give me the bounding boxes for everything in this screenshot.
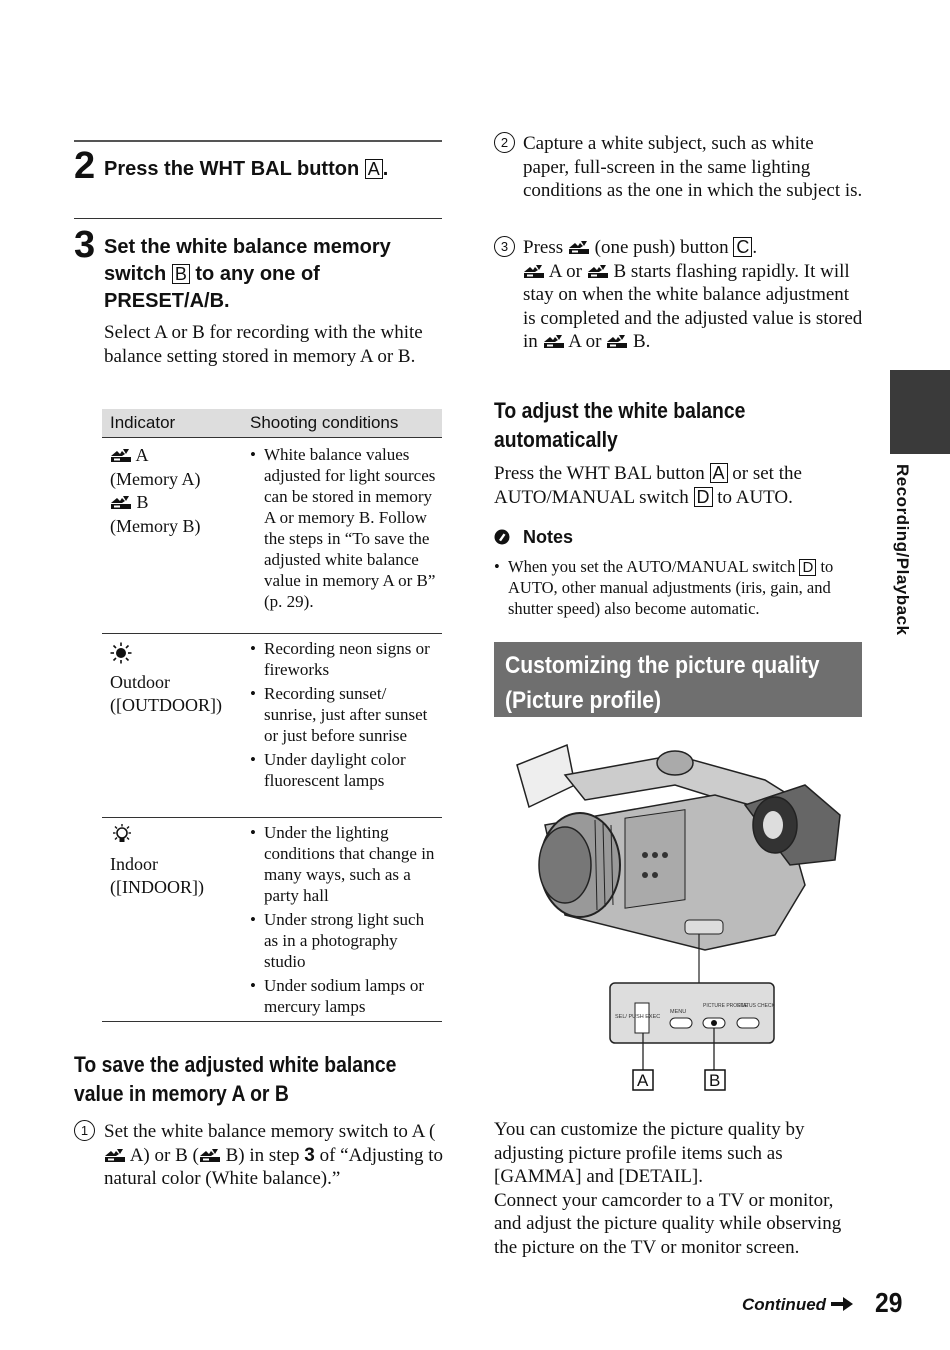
- status-label: STATUS CHECK: [737, 1003, 775, 1009]
- key-a-box: A: [365, 159, 383, 179]
- continued-text: Continued: [742, 1295, 827, 1314]
- notes-list: [494, 556, 864, 622]
- auto-a: Press the WHT BAL button: [494, 463, 705, 484]
- step3-body: Select A or B for recording with the white balance setting stored in memory A or B.: [104, 322, 423, 367]
- pp-label: PICTURE PROFILE: [703, 1003, 748, 1009]
- list-item: • Under daylight color fluorescent lamps: [250, 749, 436, 791]
- ind-b-sub: (Memory B): [110, 515, 201, 536]
- step3-title-line2: [104, 261, 434, 288]
- wb-memory-icon: [523, 263, 545, 279]
- key-d-box: D: [799, 559, 816, 576]
- s1-b: A) or B (: [129, 1144, 199, 1166]
- save-step3: [494, 236, 864, 352]
- save-heading: To save the adjusted white balance value in memory A or B: [74, 1052, 397, 1106]
- step2-rule: [74, 140, 442, 142]
- sun-icon: [110, 642, 132, 664]
- indicator-indoor: [110, 824, 245, 900]
- list-item: [494, 556, 864, 619]
- ind-b-label: B: [136, 492, 149, 512]
- sel-label: SEL/ PUSH EXEC: [615, 1014, 661, 1020]
- note-a: When you set the AUTO/MANUAL switch: [508, 557, 796, 576]
- step3-title-switch: switch: [104, 263, 167, 285]
- key-a-box: A: [710, 463, 728, 483]
- key-d-box: D: [694, 487, 713, 507]
- memory-b-line: [110, 491, 240, 515]
- save-step2-text: Capture a white subject, such as white paper, full-screen in the same lighting conditions as the one in which the subject is.: [523, 133, 863, 201]
- list-item: • Under the lighting conditions that change in many ways, such as a party hall: [250, 822, 436, 906]
- table-header-indicator: Indicator: [110, 413, 176, 432]
- wb-memory-icon: [110, 494, 132, 510]
- section-title: [505, 648, 819, 718]
- auto-body: [494, 462, 864, 509]
- key-b-box: B: [172, 264, 190, 284]
- step3-title-rest: to any one of: [195, 263, 320, 285]
- table-header-conditions: Shooting conditions: [250, 413, 399, 432]
- s3-d: B starts flashing rapidly. It will stay on when the white balance adjustment is completed and the adjusted value is stored in: [523, 260, 863, 352]
- outdoor-sub: ([OUTDOOR]): [110, 695, 222, 715]
- conditions-list: [250, 822, 436, 1020]
- list-item: • Under sodium lamps or mercury lamps: [250, 975, 436, 1017]
- wb-memory-icon: [543, 333, 565, 349]
- step3-title: [104, 234, 434, 315]
- continued-label: [742, 1295, 853, 1315]
- s3-a: Press: [523, 237, 564, 258]
- table-row: [102, 438, 442, 634]
- save-step3-text: [523, 236, 863, 354]
- table-row: [102, 818, 442, 1022]
- step2-number: 2: [74, 145, 96, 187]
- step3-title-line3: PRESET/A/B.: [104, 290, 230, 312]
- list-item: • Recording sunset/ sunrise, just after sunset or just before sunrise: [250, 683, 436, 746]
- s3-b: (one push) button: [594, 237, 729, 258]
- s3-e: A or: [568, 331, 602, 352]
- wb-memory-icon: [568, 239, 590, 255]
- microphone: [657, 751, 693, 775]
- custom-para2: Connect your camcorder to a TV or monitor, and adjust the picture quality while observing the picture on the TV or monitor screen.: [494, 1189, 842, 1258]
- notes-heading: [494, 527, 573, 548]
- conditions-list: [250, 638, 436, 794]
- camcorder-illustration: [505, 735, 865, 1095]
- ind-a-label: A: [135, 445, 149, 465]
- s1-a: Set the white balance memory switch to A (: [104, 1121, 436, 1142]
- section-title-line2: (Picture profile): [505, 687, 662, 714]
- step3-title-line1: Set the white balance memory: [104, 236, 391, 258]
- page-number: 29: [875, 1287, 903, 1318]
- s1-step: 3: [304, 1144, 315, 1166]
- step2-end: .: [382, 158, 389, 180]
- notes-icon: [494, 529, 510, 545]
- s3-f: B.: [632, 331, 651, 352]
- memory-a-line: [110, 444, 240, 468]
- step2-title-text: Press the WHT BAL button: [104, 158, 360, 180]
- table-header: [102, 409, 442, 438]
- s1-c: B) in step: [225, 1144, 300, 1166]
- s1-d: of “Adjusting to natural color (White balance).”: [104, 1144, 444, 1189]
- s3-line1: [523, 236, 863, 260]
- auto-heading: To adjust the white balance automatically: [494, 398, 746, 452]
- note-b: to AUTO, other manual adjustments (iris, gain, and shutter speed) also become automatic.: [508, 557, 834, 618]
- wb-memory-icon: [199, 1147, 221, 1163]
- callout-a: A: [637, 1071, 649, 1090]
- step3-rule: [74, 218, 442, 219]
- side-tab: [890, 370, 950, 454]
- wb-memory-icon: [104, 1147, 126, 1163]
- s3-end: .: [752, 237, 758, 258]
- step2-title: [104, 156, 388, 183]
- list-item: • Recording neon signs or fireworks: [250, 638, 436, 680]
- section-title-line1: Customizing the picture quality: [505, 652, 820, 679]
- save-step1-text: [104, 1120, 444, 1191]
- step-circle-2: 2: [494, 132, 515, 153]
- indicator-table: [102, 409, 442, 1022]
- list-item: • White balance values adjusted for light sources can be stored in memory A or memory B. Follow the steps in “To save the adjusted white balance value in memory A or B” (p. 29).: [250, 444, 436, 612]
- key-c-box: C: [733, 237, 752, 257]
- notes-label: Notes: [523, 527, 574, 547]
- indicator-outdoor: [110, 642, 245, 718]
- step-circle-1: 1: [74, 1120, 95, 1141]
- custom-para1: You can customize the picture quality by adjusting picture profile items such as [GAMMA] and [DETAIL].: [494, 1119, 805, 1187]
- wb-memory-icon: [587, 263, 609, 279]
- s3-c: A or: [548, 260, 582, 282]
- table-row: [102, 634, 442, 818]
- auto-b: or set the AUTO/MANUAL switch: [494, 463, 802, 508]
- step3-number: 3: [74, 224, 96, 266]
- menu-label: MENU: [670, 1009, 687, 1015]
- callout-b: B: [709, 1071, 721, 1090]
- wb-memory-icon: [606, 333, 628, 349]
- save-step2: [494, 132, 864, 201]
- s3-rest: [523, 260, 863, 354]
- side-tab-label: Recording/Playback: [893, 464, 912, 636]
- section-banner: [494, 642, 862, 717]
- bulb-icon: [110, 824, 134, 846]
- save-step1: [74, 1120, 444, 1189]
- outdoor-label: Outdoor: [110, 671, 170, 692]
- conditions-list: [250, 444, 436, 615]
- ind-a-sub: (Memory A): [110, 468, 201, 489]
- indicator-memory: [110, 444, 240, 538]
- arrow-right-icon: [831, 1297, 853, 1311]
- wb-memory-icon: [110, 447, 132, 463]
- indoor-label: Indoor: [110, 853, 158, 874]
- auto-c: to AUTO.: [717, 486, 793, 508]
- step-circle-3: 3: [494, 236, 515, 257]
- indoor-sub: ([INDOOR]): [110, 877, 204, 897]
- custom-text: [494, 1118, 864, 1259]
- list-item: • Under strong light such as in a photography studio: [250, 909, 436, 972]
